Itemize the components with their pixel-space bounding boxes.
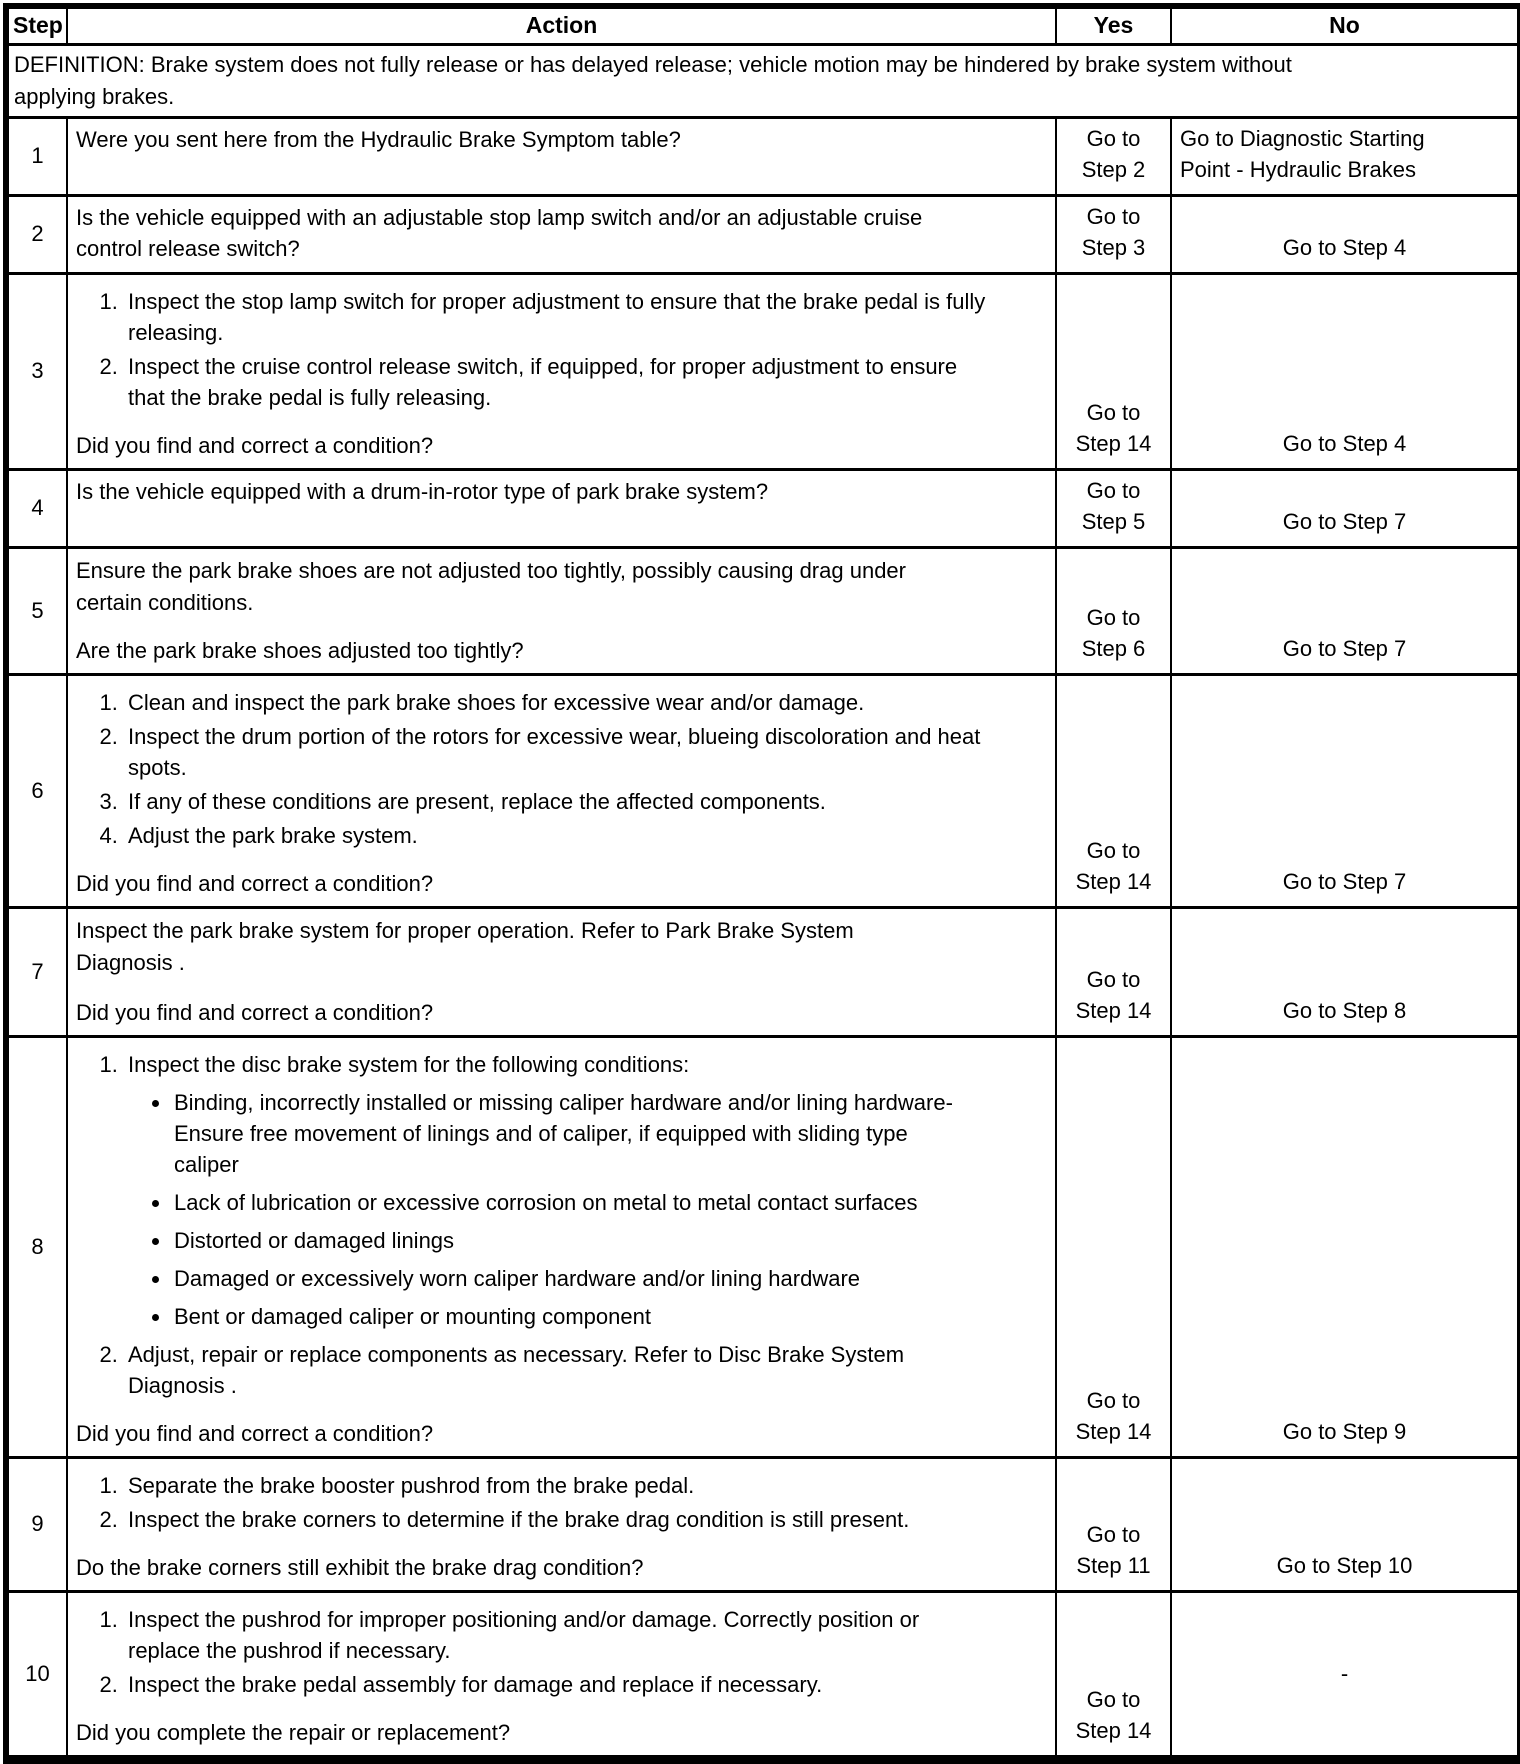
step-6-action-item-1: 1. Clean and inspect the park brake shoes for excessive wear and/or damage. xyxy=(124,687,988,718)
step-9-yes xyxy=(1056,1457,1171,1591)
step-2-yes xyxy=(1056,195,1171,273)
step-5-action xyxy=(67,547,1056,674)
step-10-yes-text: Go to Step 14 xyxy=(1075,1686,1152,1743)
step-10-numbered-list xyxy=(76,1601,1043,1703)
step-2-action xyxy=(67,195,1056,273)
step-3-number: 3 xyxy=(6,273,67,469)
step-8-question: Did you find and correct a condition? xyxy=(76,1420,434,1446)
step-4-yes-text: Go to Step 5 xyxy=(1081,477,1146,534)
col-header-step: Step xyxy=(6,6,67,44)
step-6-action-item-2: 2. Inspect the drum portion of the rotors for excessive wear, blueing discoloration and heat spots. xyxy=(124,721,988,783)
step-5-no: Go to Step 7 xyxy=(1171,547,1520,674)
step-1-no-text: Go to Diagnostic Starting Point - Hydraulic Brakes xyxy=(1180,125,1425,182)
step-5-yes xyxy=(1056,547,1171,674)
step-10-yes xyxy=(1056,1591,1171,1759)
step-8-yes xyxy=(1056,1036,1171,1457)
step-1-question: Were you sent here from the Hydraulic Brake Symptom table? xyxy=(76,126,681,152)
step-7-number: 7 xyxy=(6,907,67,1036)
step-6-yes xyxy=(1056,674,1171,907)
step-1-number: 1 xyxy=(6,117,67,195)
step-7-yes-text: Go to Step 14 xyxy=(1075,966,1152,1023)
step-3-action-item-2: 2. Inspect the cruise control release switch, if equipped, for proper adjustment to ensure that the brake pedal is fully releasing. xyxy=(124,351,988,413)
step-2-yes-text: Go to Step 3 xyxy=(1081,203,1146,260)
step-9-number: 9 xyxy=(6,1457,67,1591)
step-9-numbered-list xyxy=(76,1467,1043,1538)
col-header-yes: Yes xyxy=(1056,6,1171,44)
step-2-question: Is the vehicle equipped with an adjustable stop lamp switch and/or an adjustable cruise control release switch? xyxy=(76,204,923,261)
step-10-no: - xyxy=(1171,1591,1520,1759)
step-1-no xyxy=(1171,117,1520,195)
step-4-question: Is the vehicle equipped with a drum-in-rotor type of park brake system? xyxy=(76,478,769,504)
step-1-action xyxy=(67,117,1056,195)
header-row xyxy=(6,6,1520,44)
step-10-action-item-1: 1. Inspect the pushrod for improper positioning and/or damage. Correctly position or replace the pushrod if necessary. xyxy=(124,1604,988,1666)
step-6-yes-text: Go to Step 14 xyxy=(1075,837,1152,894)
step-6-action-item-4: 4. Adjust the park brake system. xyxy=(124,820,988,851)
step-9-no: Go to Step 10 xyxy=(1171,1457,1520,1591)
col-header-action: Action xyxy=(67,6,1056,44)
step-4-yes xyxy=(1056,469,1171,547)
step-6-number: 6 xyxy=(6,674,67,907)
step-3-action-item-1: 1. Inspect the stop lamp switch for proper adjustment to ensure that the brake pedal is fully releasing. xyxy=(124,286,988,348)
step-3-question: Did you find and correct a condition? xyxy=(76,432,434,458)
step-3-numbered-list xyxy=(76,283,1043,416)
step-10-action-item-2: 2. Inspect the brake pedal assembly for damage and replace if necessary. xyxy=(124,1669,988,1700)
step-9-row xyxy=(6,1457,1520,1591)
step-5-row xyxy=(6,547,1520,674)
step-5-number: 5 xyxy=(6,547,67,674)
step-6-row xyxy=(6,674,1520,907)
definition-cell xyxy=(6,44,1520,117)
step-9-question: Do the brake corners still exhibit the brake drag condition? xyxy=(76,1554,644,1580)
step-8-no: Go to Step 9 xyxy=(1171,1036,1520,1457)
step-8-action-item-1 xyxy=(124,1049,988,1332)
definition-row xyxy=(6,44,1520,117)
step-7-question: Did you find and correct a condition? xyxy=(76,999,434,1025)
step-7-row xyxy=(6,907,1520,1036)
step-2-no: Go to Step 4 xyxy=(1171,195,1520,273)
step-7-instruction: Inspect the park brake system for proper operation. Refer to Park Brake System Diagnosis . xyxy=(76,917,854,975)
step-4-number: 4 xyxy=(6,469,67,547)
step-6-numbered-list xyxy=(76,684,1043,854)
step-8-bullet-2: • Lack of lubrication or excessive corrosion on metal to metal contact surfaces xyxy=(172,1187,974,1218)
step-8-condition-bullet-list xyxy=(128,1087,988,1332)
step-10-question: Did you complete the repair or replacement? xyxy=(76,1719,511,1745)
step-3-no: Go to Step 4 xyxy=(1171,273,1520,469)
step-1-yes xyxy=(1056,117,1171,195)
step-3-action xyxy=(67,273,1056,469)
step-2-number: 2 xyxy=(6,195,67,273)
step-8-numbered-list xyxy=(76,1046,1043,1404)
step-8-bullet-5: • Bent or damaged caliper or mounting component xyxy=(172,1301,974,1332)
step-8-action xyxy=(67,1036,1056,1457)
step-7-no: Go to Step 8 xyxy=(1171,907,1520,1036)
step-9-yes-text: Go to Step 11 xyxy=(1076,1521,1151,1578)
step-1-yes-text: Go to Step 2 xyxy=(1081,125,1146,182)
step-8-number: 8 xyxy=(6,1036,67,1457)
step-8-bullet-3: • Distorted or damaged linings xyxy=(172,1225,974,1256)
col-header-no: No xyxy=(1171,6,1520,44)
step-5-question: Are the park brake shoes adjusted too tightly? xyxy=(76,637,524,663)
step-8-bullet-4: • Damaged or excessively worn caliper hardware and/or lining hardware xyxy=(172,1263,974,1294)
step-6-no: Go to Step 7 xyxy=(1171,674,1520,907)
step-1-row xyxy=(6,117,1520,195)
step-3-yes xyxy=(1056,273,1171,469)
step-4-no: Go to Step 7 xyxy=(1171,469,1520,547)
step-8-yes-text: Go to Step 14 xyxy=(1075,1387,1152,1444)
step-5-instruction: Ensure the park brake shoes are not adjusted too tightly, possibly causing drag under certain conditions. xyxy=(76,557,906,615)
step-8-bullet-1: • Binding, incorrectly installed or missing caliper hardware and/or lining hardware-Ensure free movement of linings and of caliper, if equipped with sliding type caliper xyxy=(172,1087,974,1180)
step-3-row xyxy=(6,273,1520,469)
step-10-action xyxy=(67,1591,1056,1759)
step-6-question: Did you find and correct a condition? xyxy=(76,870,434,896)
step-7-action xyxy=(67,907,1056,1036)
definition-text: DEFINITION: Brake system does not fully release or has delayed release; vehicle motion may be hindered by brake system without applying brakes. xyxy=(14,51,1292,109)
step-9-action-item-1: 1. Separate the brake booster pushrod from the brake pedal. xyxy=(124,1470,988,1501)
step-9-action xyxy=(67,1457,1056,1591)
brake-drag-diagnosis-table xyxy=(3,3,1520,1764)
step-8-action-item-2: 2. Adjust, repair or replace components as necessary. Refer to Disc Brake System Diagnosis . xyxy=(124,1339,988,1401)
step-6-action xyxy=(67,674,1056,907)
step-5-yes-text: Go to Step 6 xyxy=(1081,604,1146,661)
step-4-row xyxy=(6,469,1520,547)
step-8-action-item-1-text: Inspect the disc brake system for the following conditions: xyxy=(128,1051,690,1077)
step-7-yes xyxy=(1056,907,1171,1036)
step-2-row xyxy=(6,195,1520,273)
step-6-action-item-3: 3. If any of these conditions are present, replace the affected components. xyxy=(124,786,988,817)
step-3-yes-text: Go to Step 14 xyxy=(1075,399,1152,456)
step-10-number: 10 xyxy=(6,1591,67,1759)
step-4-action xyxy=(67,469,1056,547)
step-8-row xyxy=(6,1036,1520,1457)
step-9-action-item-2: 2. Inspect the brake corners to determine if the brake drag condition is still present. xyxy=(124,1504,988,1535)
step-10-row xyxy=(6,1591,1520,1759)
